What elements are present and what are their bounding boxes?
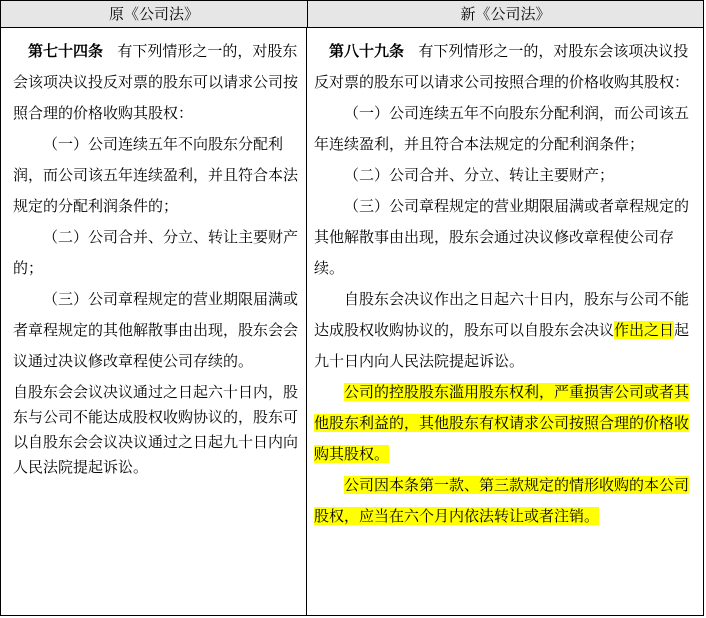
old-article-intro: 第七十四条 有下列情形之一的，对股东会该项决议投反对票的股东可以请求公司按照合理的价格收购其股权： — [13, 42, 299, 122]
new-article-number: 第八十九条 — [329, 42, 405, 60]
old-item-1: （一）公司连续五年不向股东分配利润，而公司该五年连续盈利，并且符合本法规定的分配利润条件的； — [13, 135, 299, 215]
old-final-paragraph: 自股东会会议决议通过之日起六十日内，股东与公司不能达成股权收购协议的，股东可以自股东会会议决议通过之日起九十日内向人民法院提起诉讼。 — [13, 383, 299, 476]
old-article-number: 第七十四条 — [28, 42, 104, 60]
new-paragraph-6 — [314, 470, 696, 532]
header-old-law: 原《公司法》 — [1, 1, 308, 28]
column-divider — [306, 27, 307, 615]
old-item-3: （三）公司章程规定的营业期限届满或者章程规定的其他解散事由出现，股东会会议通过决议修改章程使公司存续的。 — [13, 290, 299, 370]
highlight-change: 作出之日 — [614, 321, 675, 339]
new-paragraph-4: 自股东会决议作出之日起六十日内，股东与公司不能达成股权收购协议的，股东可以自股东会决议作出之日起九十日内向人民法院提起诉讼。 — [314, 290, 690, 370]
old-law-column — [13, 36, 298, 480]
highlight-new-paragraph-5: 公司的控股股东滥用股东权利，严重损害公司或者其他股东利益的，其他股东有权请求公司按照合理的价格收购其股权。 — [314, 383, 690, 463]
new-paragraph-5 — [314, 377, 696, 470]
highlight-new-paragraph-6: 公司因本条第一款、第三款规定的情形收购的本公司股权，应当在六个月内依法转让或者注销。 — [314, 476, 690, 525]
header-new-law: 新《公司法》 — [308, 1, 703, 28]
new-article-intro: 第八十九条 有下列情形之一的，对股东会该项决议投反对票的股东可以请求公司按照合理的价格收购其股权： — [314, 42, 690, 91]
new-item-3: （三）公司章程规定的营业期限届满或者章程规定的其他解散事由出现，股东会通过决议修改章程使公司存续。 — [314, 197, 690, 277]
new-item-1: （一）公司连续五年不向股东分配利润，而公司该五年连续盈利，并且符合本法规定的分配利润条件； — [314, 104, 690, 153]
old-item-2: （二）公司合并、分立、转让主要财产的； — [13, 228, 299, 277]
new-item-2: （二）公司合并、分立、转让主要财产； — [344, 166, 615, 184]
new-law-column — [314, 36, 696, 532]
